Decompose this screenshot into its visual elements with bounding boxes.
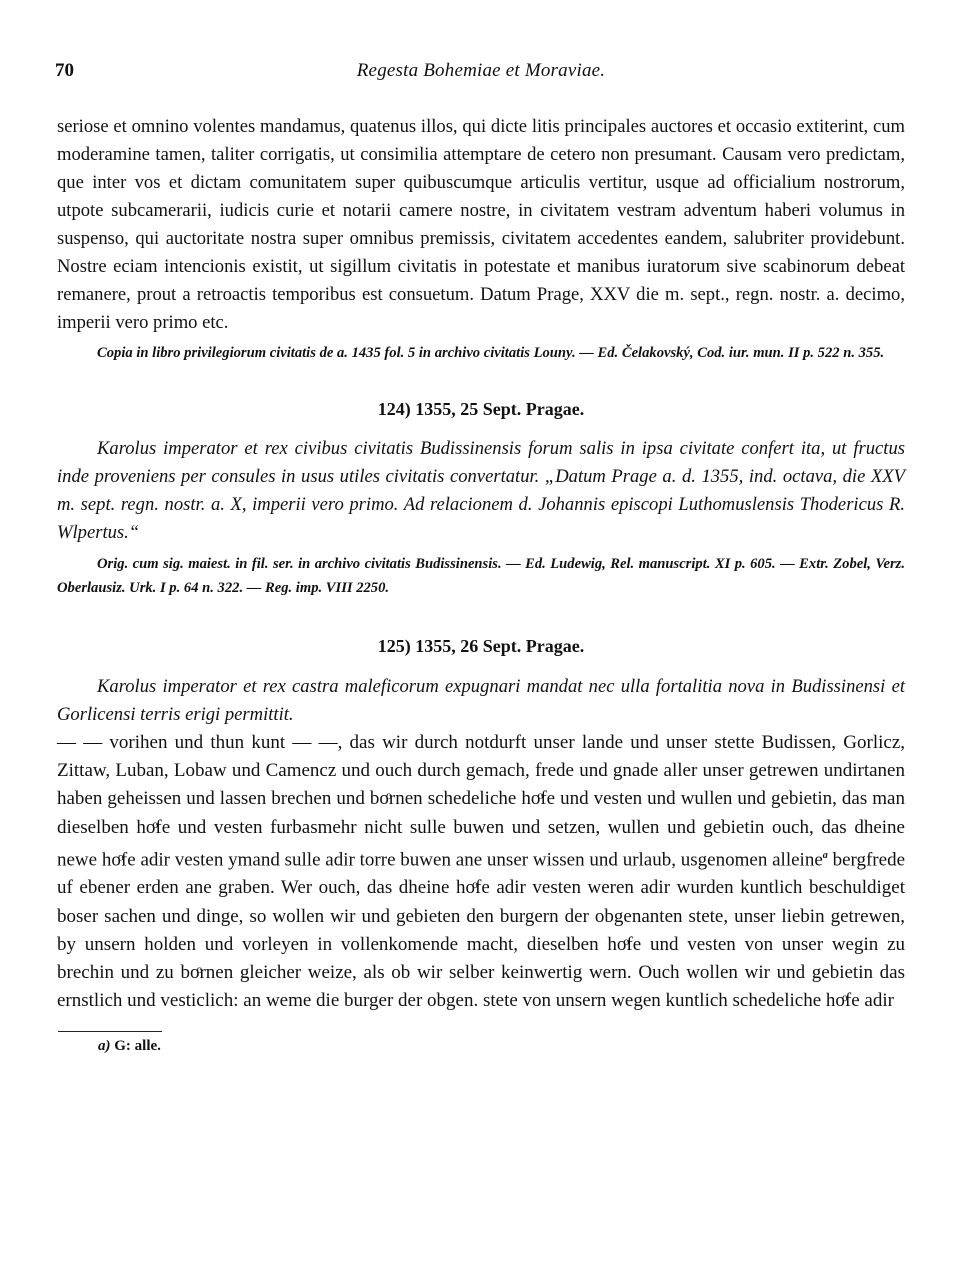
entry-125-heading: 125) 1355, 26 Sept. Pragae. xyxy=(377,636,585,656)
footnote xyxy=(98,1038,905,1055)
page-number: 70 xyxy=(55,60,74,81)
entry-125-regest: Karolus imperator et rex castra maleficorum expugnari mandat nec ulla fortalitia nova in Budissinensi et Gorlicensi terris erigi permittit. xyxy=(57,676,905,725)
running-header xyxy=(57,60,905,94)
footnote-reference: a xyxy=(822,849,828,861)
entry-124-heading: 124) 1355, 25 Sept. Pragae. xyxy=(377,399,585,419)
document-page xyxy=(57,60,905,1055)
entry-125-text-continuation: bergfrede uf ebener erden ane graben. Wer ouch, das dheine hoͦfe adir vesten weren adir wurden kuntlich beschuldiget boser sachen und dinge, so wollen wir und gebieten den burgern der obgenanten stete, unser liebin getrewen, by unsern holden und vorleyen in vollenkomende macht, dieselben hoͦfe und vesten von unser wegin zu brechin und zu boͦrnen gleicher weize, als ob wir selber keinwertig wern. Ouch wollen wir und gebietin das ernstlich und vesticlich: an weme die burger der obgen. stete von unsern wegen kuntlich schedeliche hoͦfe adir xyxy=(57,849,906,1012)
footnote-text: G: alle. xyxy=(114,1038,161,1055)
footnote-rule xyxy=(58,1031,162,1032)
entry-123-source-note: Copia in libro privilegiorum civitatis de a. 1435 fol. 5 in archivo civitatis Louny. — Ed. Čelakovský, Cod. iur. mun. II p. 522 n. 355. xyxy=(97,345,885,361)
entry-125-text xyxy=(57,729,905,1015)
entry-123-text: seriose et omnino volentes mandamus, quatenus illos, qui dicte litis principales auctores et occasio extiterint, cum moderamine tamen, taliter corrigatis, ut consimilia attemptare de cetero non presumant. Causam vero predictam, que inter vos et dictam comunitatem super quibuscumque articulis vertitur, usque ad officialium nostrorum, utpote subcamerarii, iudicis curie et notarii camere nostre, in civitatem vestram adventum haberi volumus in suspenso, qui auctoritate nostra super omnibus premissis, civitatem accedentes eandem, salubriter providebunt. Nostre eciam intencionis existit, ut sigillum civitatis in potestate et manibus iuratorum sive scabinorum debeat remanere, prout a retroactis temporibus est consuetum. Datum Prage, XXV die m. sept., regn. nostr. a. decimo, imperii vero primo etc. xyxy=(57,116,905,333)
footnote-marker: a) xyxy=(98,1038,111,1055)
running-title: Regesta Bohemiae et Moraviae. xyxy=(356,60,606,81)
entry-124-source-note: Orig. cum sig. maiest. in fil. ser. in archivo civitatis Budissinensis. — Ed. Ludewig, Rel. manuscript. XI p. 605. — Extr. Zobel, Verz. Oberlausiz. Urk. I p. 64 n. 322. — Reg. imp. VIII 2250. xyxy=(57,556,905,596)
entry-124-regest: Karolus imperator et rex civibus civitatis Budissinensis forum salis in ipsa civitate confert ita, ut fructus inde proveniens per consules in usus utiles civitatis convertatur. „Datum Prage a. d. 1355, ind. octava, die XXV m. sept. regn. nostr. a. X, imperii vero primo. Ad relacionem d. Johannis episcopi Luthomuslensis Thodericus R. Wlpertus.“ xyxy=(57,438,905,543)
entry-125-text-opening: — — vorihen und thun kunt — —, das wir durch notdurft unser lande und unser stette Budissen, Gorlicz, Zittaw, Luban, Lobaw und Camencz und ouch durch gemach, frede und gnade aller unser getrewen undirtanen haben geheissen und lassen brechen und boͦrnen schedeliche hoͦfe und vesten und wullen und gebietin, das man dieselben hoͦfe und vesten furbasmehr nicht sulle buwen und setzen, wullen und gebietin ouch, das dheine newe hoͦfe adir vesten ymand sulle adir torre buwen ane unser wissen und urlaub, usgenomen alleine xyxy=(57,732,905,871)
